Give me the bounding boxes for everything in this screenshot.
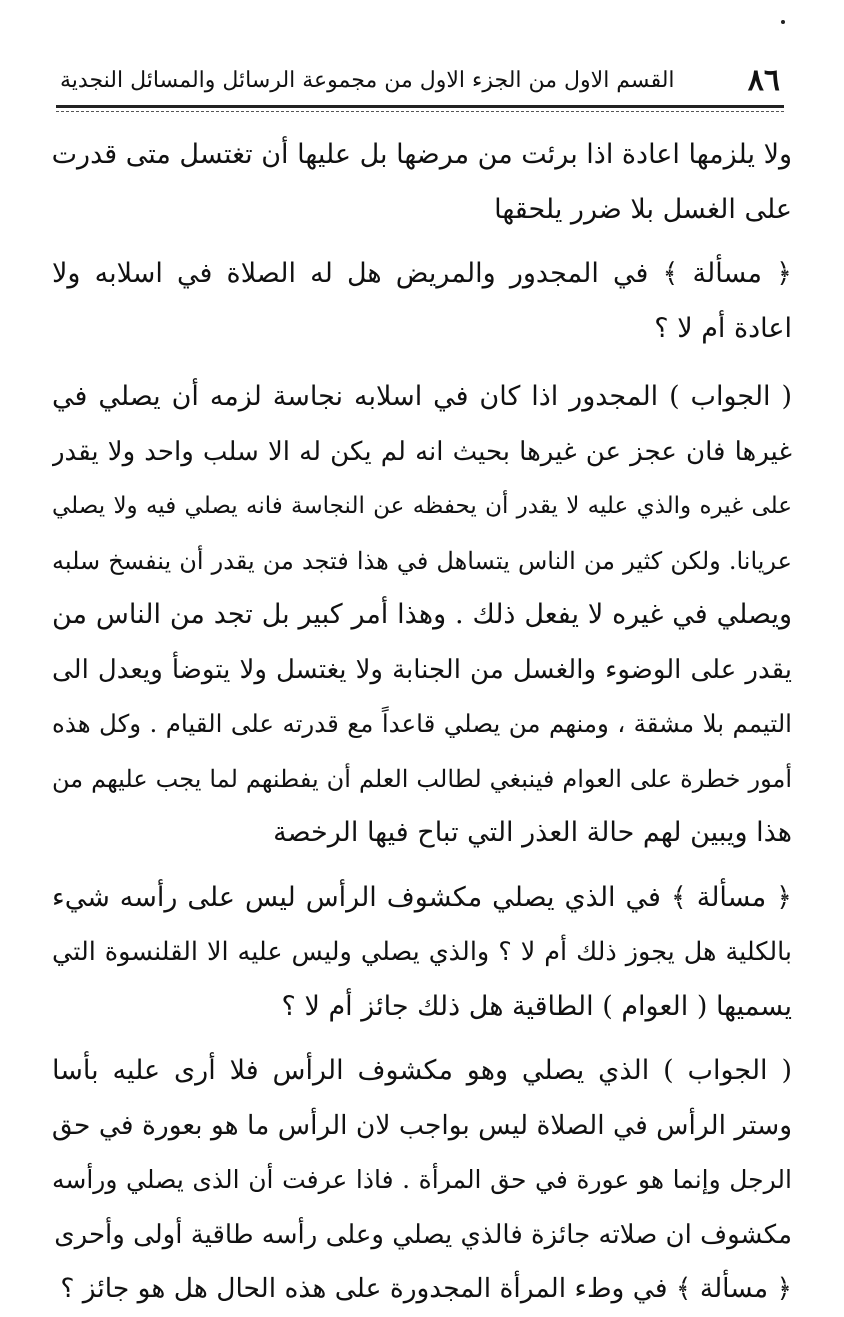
page-header [60, 58, 780, 102]
answer [52, 370, 792, 861]
text-line: على الغسل بلا ضرر يلحقها [494, 193, 792, 225]
text-line: غيرها فان عجز عن غيرها بحيث انه لم يكن له الا سلب واحد ولا يقدر [52, 436, 792, 467]
text-line: وستر الرأس في الصلاة ليس بواجب لان الرأس ما هو بعورة في حق [52, 1109, 792, 1141]
paragraph [52, 128, 792, 237]
text-line: على غيره والذي عليه لا يقدر أن يحفظه عن النجاسة فانه يصلي فيه ولا يصلي [52, 493, 792, 519]
text-line: ﴿ مسألة ﴾ في المجدور والمريض هل له الصلاة في اسلابه ولا [52, 258, 792, 289]
text-line: اعادة أم لا ؟ [654, 312, 792, 344]
question [52, 247, 792, 356]
question [52, 1262, 792, 1317]
text-line: ولا يلزمها اعادة اذا برئت من مرضها بل عليها أن تغتسل متى قدرت [52, 139, 792, 170]
text-line: بالكلية هل يجوز ذلك أم لا ؟ والذي يصلي وليس عليه الا القلنسوة التي [52, 937, 792, 967]
text-line: ( الجواب ) المجدور اذا كان في اسلابه نجاسة لزمه أن يصلي في [52, 381, 792, 412]
body-text [52, 128, 792, 1317]
question [52, 871, 792, 1035]
paragraph-gap [52, 1034, 792, 1044]
text-line: هذا ويبين لهم حالة العذر التي تباح فيها الرخصة [273, 817, 792, 848]
text-line: التيمم بلا مشقة ، ومنهم من يصلي قاعداً مع قدرته على القيام . وكل هذه [52, 709, 792, 738]
text-line: ويصلي في غيره لا يفعل ذلك . وهذا أمر كبير بل تجد من الناس من [52, 599, 792, 630]
text-line: ﴿ مسألة ﴾ في الذي يصلي مكشوف الرأس ليس على رأسه شيء [52, 881, 792, 913]
text-line: أمور خطرة على العوام فينبغي لطالب العلم أن يفطنهم لما يجب عليهم من [52, 764, 792, 793]
text-line: يسميها ( العوام ) الطاقية هل ذلك جائز أم لا ؟ [281, 990, 792, 1022]
header-rule-dashed [56, 111, 784, 112]
answer [52, 1044, 792, 1262]
header-rule [56, 105, 784, 108]
text-line: عريانا. ولكن كثير من الناس يتساهل في هذا فتجد من يقدر أن ينفسخ سلبه [52, 546, 792, 575]
running-title: القسم الاول من الجزء الاول من مجموعة الرسائل والمسائل النجدية [60, 67, 675, 93]
paragraph-gap [52, 356, 792, 370]
text-line: مكشوف ان صلاته جائزة فالذي يصلي وعلى رأسه طاقية أولى وأحرى [54, 1219, 792, 1250]
ink-speck [781, 20, 785, 24]
paragraph-gap [52, 237, 792, 247]
text-line: ( الجواب ) الذي يصلي وهو مكشوف الرأس فلا أرى عليه بأسا [52, 1055, 792, 1086]
text-line: الرجل وإنما هو عورة في حق المرأة . فاذا عرفت أن الذى يصلي ورأسه [52, 1165, 792, 1194]
paragraph-gap [52, 861, 792, 871]
text-line: يقدر على الوضوء والغسل من الجنابة ولا يغتسل ولا يتوضأ ويعدل الى [52, 654, 792, 685]
page-number: ٨٦ [747, 62, 780, 98]
text-line: ﴿ مسألة ﴾ في وطء المرأة المجدورة على هذه الحال هل هو جائز ؟ [60, 1273, 792, 1304]
